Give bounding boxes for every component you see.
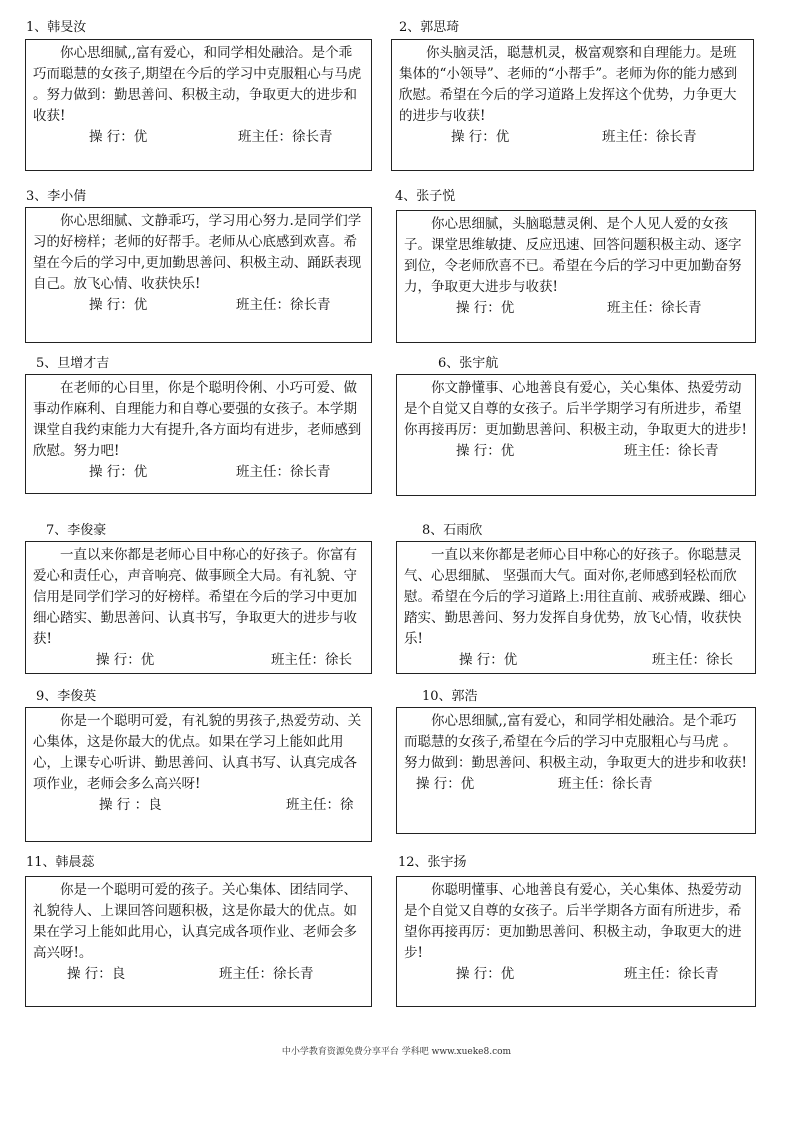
card-5-teacher: 班主任：徐长青 bbox=[236, 464, 331, 480]
card-4-title: 4、张子悦 bbox=[395, 189, 456, 204]
page-footer: 中小学教育资源免费分享平台 学科吧 www.xueke8.com bbox=[281, 1047, 512, 1057]
card-10 bbox=[396, 707, 756, 834]
card-12-signature bbox=[404, 964, 748, 985]
card-9-comment: 你是一个聪明可爱，有礼貌的男孩子,热爱劳动、关心集体，这是你最大的优点。如果在学习上能如此用心，上课专心听讲、勤思善问、认真书写、认真完成各项作业，老师会多么高兴呀! bbox=[33, 713, 362, 792]
card-5-comment: 在老师的心目里，你是个聪明伶俐、小巧可爱、做事动作麻利、自理能力和自尊心要强的女孩子。本学期课堂自我约束能力大有提升,各方面均有进步，老师感到欣慰。努力吧! bbox=[33, 380, 362, 459]
card-12-comment: 你聪明懂事、心地善良有爱心，关心集体、热爱劳动是个自觉又自尊的女孩子。后半学期各方面有所进步，希望你再接再厉：更加勤思善问、积极主动，争取更大的进步! bbox=[404, 882, 742, 961]
card-7-comment: 一直以来你都是老师心目中称心的好孩子。你富有爱心和责任心，声音响亮、做事顾全大局。有礼貌、守信用是同学们学习的好榜样。希望在今后的学习中更加细心踏实、勤思善问、认真书写，争取更大的进步与收获! bbox=[33, 547, 357, 647]
card-9 bbox=[25, 707, 372, 842]
card-9-grade: 操 行 ：良 bbox=[99, 797, 162, 813]
card-8-signature bbox=[404, 650, 748, 671]
card-11-comment: 你是一个聪明可爱的孩子。关心集体、团结同学、礼貌待人、上课回答问题积极，这是你最大的优点。如果在学习上能如此用心，认真完成各项作业、老师会多高兴呀!。 bbox=[33, 882, 357, 961]
card-4-grade: 操 行：优 bbox=[456, 300, 515, 316]
card-5-signature bbox=[33, 462, 364, 483]
card-6-grade: 操 行：优 bbox=[456, 443, 515, 459]
card-2-teacher: 班主任：徐长青 bbox=[602, 129, 697, 145]
card-6-teacher: 班主任：徐长青 bbox=[624, 443, 719, 459]
card-11-title: 11、韩晨蕊 bbox=[26, 855, 95, 870]
card-1-teacher: 班主任：徐长青 bbox=[238, 129, 333, 145]
card-8-title: 8、石雨欣 bbox=[422, 523, 483, 538]
card-4-signature bbox=[404, 298, 748, 319]
card-8 bbox=[396, 541, 756, 674]
card-3-signature bbox=[33, 295, 364, 316]
card-5 bbox=[25, 374, 372, 494]
card-3-title: 3、李小倩 bbox=[26, 189, 87, 204]
card-11-teacher: 班主任：徐长青 bbox=[219, 966, 314, 982]
card-5-grade: 操 行：优 bbox=[89, 464, 148, 480]
card-10-comment: 你心思细腻,,富有爱心，和同学相处融洽。是个乖巧而聪慧的女孩子,希望在今后的学习中克服粗心与马虎 。努力做到：勤思善问、积极主动，争取更大的进步和收获! bbox=[404, 713, 747, 771]
card-12 bbox=[396, 876, 756, 1007]
card-4-teacher: 班主任：徐长青 bbox=[607, 300, 702, 316]
card-1-title: 1、韩旻汝 bbox=[26, 20, 87, 35]
card-10-signature bbox=[404, 774, 748, 795]
card-9-title: 9、李俊英 bbox=[36, 689, 97, 704]
card-10-teacher: 班主任：徐长青 bbox=[558, 776, 653, 792]
card-9-signature bbox=[33, 795, 364, 816]
card-12-grade: 操 行：优 bbox=[456, 966, 515, 982]
card-4 bbox=[396, 210, 756, 343]
card-6-title: 6、张宇航 bbox=[438, 356, 499, 371]
card-7 bbox=[25, 541, 372, 674]
card-8-teacher: 班主任：徐长 bbox=[652, 652, 733, 668]
card-4-comment: 你心思细腻，头脑聪慧灵俐、是个人见人爱的女孩子。课堂思维敏捷、反应迅速、回答问题积极主动、逐字到位，令老师欣喜不已。希望在今后的学习中更加勤奋努力，争取更大进步与收获! bbox=[404, 216, 742, 295]
card-2 bbox=[391, 39, 754, 171]
card-12-title: 12、张宇扬 bbox=[398, 855, 467, 870]
card-1-grade: 操 行：优 bbox=[89, 129, 148, 145]
card-6-comment: 你文静懂事、心地善良有爱心，关心集体、热爱劳动是个自觉又自尊的女孩子。后半学期学习有所进步，希望你再接再厉：更加勤思善问、积极主动，争取更大的进步! bbox=[404, 380, 747, 438]
card-5-title: 5、旦增才吉 bbox=[36, 356, 110, 371]
card-1-signature bbox=[33, 127, 364, 148]
card-8-grade: 操 行：优 bbox=[459, 652, 518, 668]
card-3-teacher: 班主任：徐长青 bbox=[236, 297, 331, 313]
card-3 bbox=[25, 207, 372, 343]
card-7-title: 7、李俊豪 bbox=[46, 523, 107, 538]
card-8-comment: 一直以来你都是老师心目中称心的好孩子。你聪慧灵气、心思细腻、 坚强而大气。面对你,老师感到轻松而欣慰。希望在今后的学习道路上:用往直前、戒骄戒躁、细心踏实、勤思善问、努力发挥自身优势，放飞心情，收获快乐! bbox=[404, 547, 747, 647]
card-2-grade: 操 行：优 bbox=[451, 129, 510, 145]
card-11-signature bbox=[33, 964, 364, 985]
card-12-teacher: 班主任：徐长青 bbox=[624, 966, 719, 982]
card-3-comment: 你心思细腻、文静乖巧，学习用心努力.是同学们学习的好榜样；老师的好帮手。老师从心底感到欢喜。希望在今后的学习中,更加勤思善问、积极主动、踊跃表现自己。放飞心情、收获快乐! bbox=[33, 213, 362, 292]
card-1-comment: 你心思细腻,,富有爱心，和同学相处融洽。是个乖巧而聪慧的女孩子,期望在今后的学习中克服粗心与马虎 。努力做到：勤思善问、积极主动，争取更大的进步和收获! bbox=[33, 45, 362, 124]
card-6-signature bbox=[404, 441, 748, 462]
card-9-teacher: 班主任：徐 bbox=[286, 797, 354, 813]
card-10-grade: 操 行：优 bbox=[416, 776, 475, 792]
card-7-teacher: 班主任：徐长 bbox=[271, 652, 352, 668]
card-7-signature bbox=[33, 650, 364, 671]
card-10-title: 10、郭浩 bbox=[422, 689, 478, 704]
card-3-grade: 操 行：优 bbox=[89, 297, 148, 313]
card-2-comment: 你头脑灵活，聪慧机灵，极富观察和自理能力。是班集体的“小领导”、老师的“小帮手”。老师为你的能力感到欣慰。希望在今后的学习道路上发挥这个优势，力争更大的进步与收获! bbox=[399, 45, 738, 124]
card-2-signature bbox=[399, 127, 746, 148]
card-11 bbox=[25, 876, 372, 1007]
card-2-title: 2、郭思琦 bbox=[399, 20, 460, 35]
card-7-grade: 操 行：优 bbox=[96, 652, 155, 668]
card-6 bbox=[396, 374, 756, 496]
card-1 bbox=[25, 39, 372, 171]
card-11-grade: 操 行：良 bbox=[67, 966, 126, 982]
